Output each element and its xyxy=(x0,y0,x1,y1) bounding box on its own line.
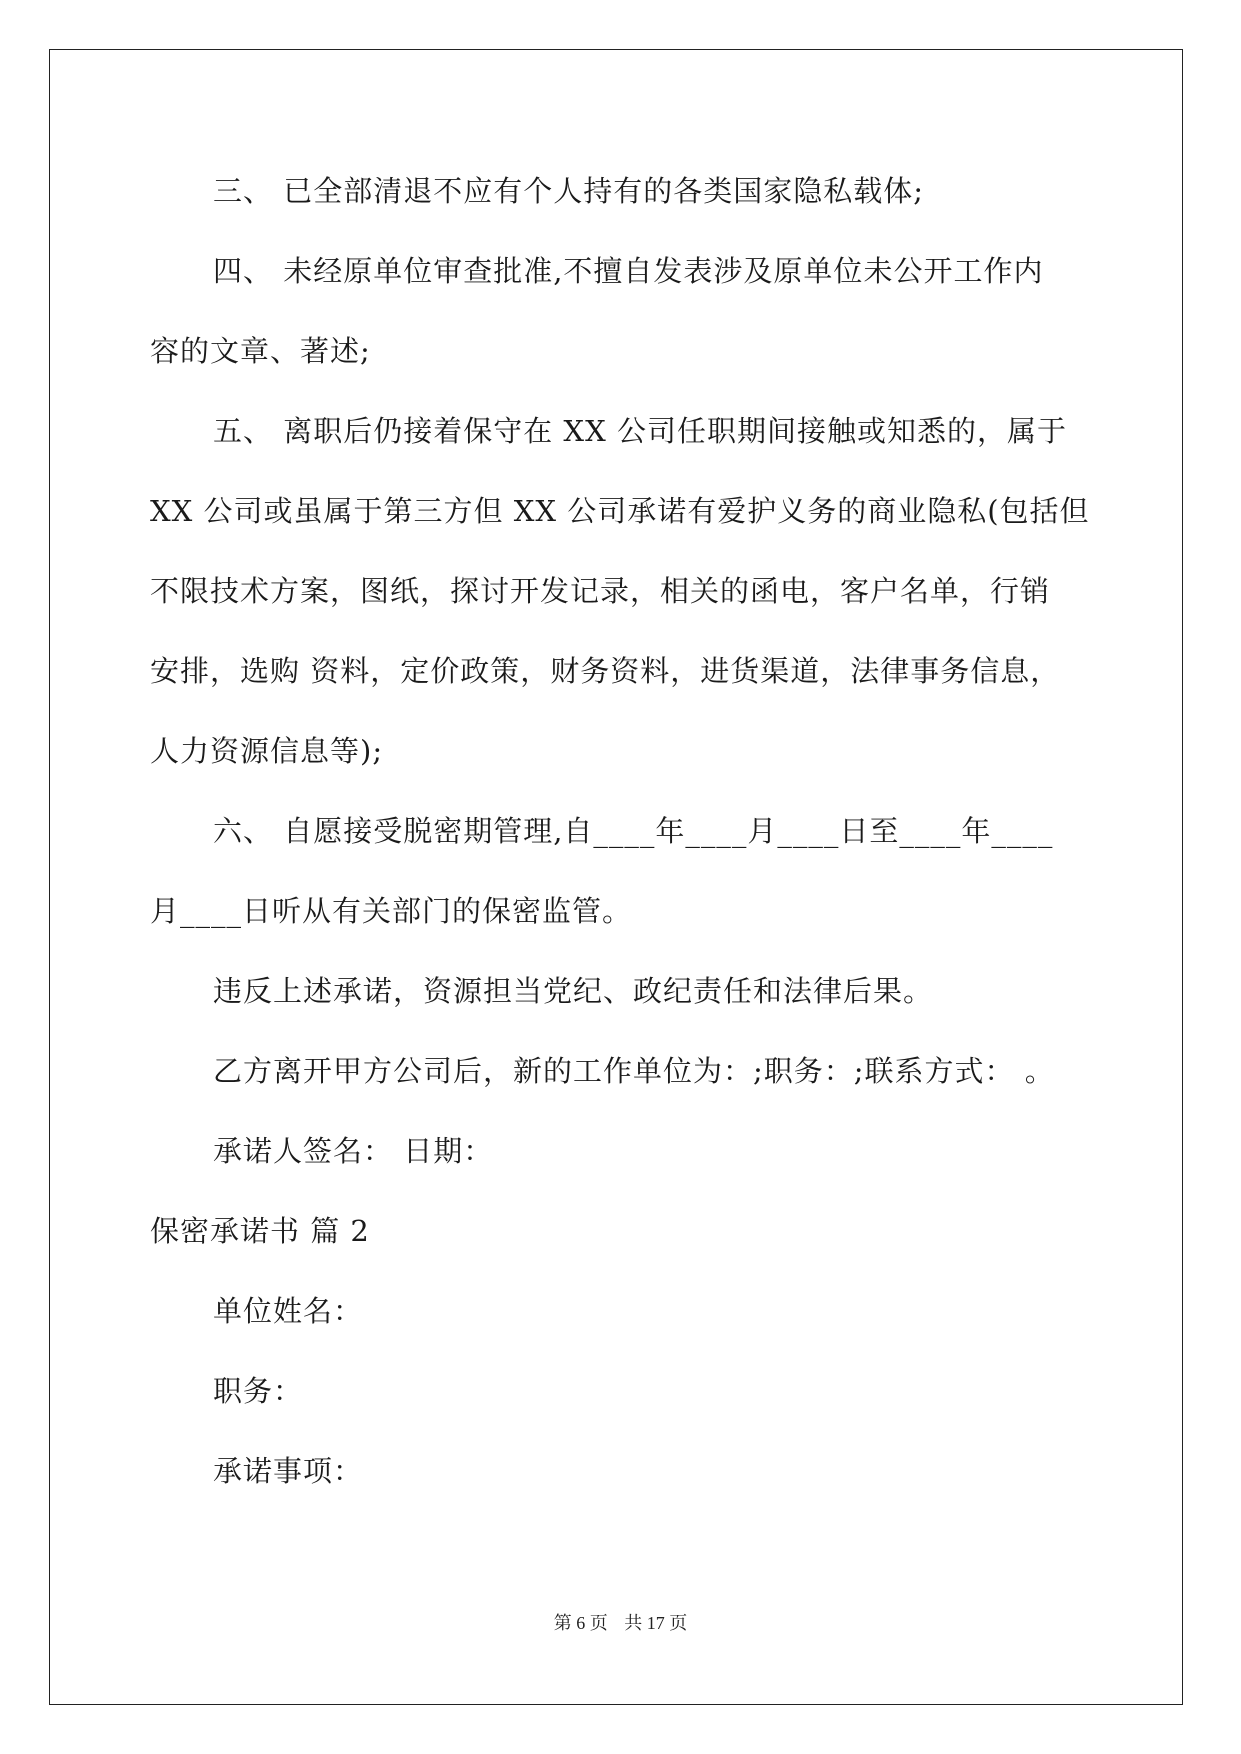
clause-5-line-1: 五、 离职后仍接着保守在 XX 公司任职期间接触或知悉的，属于 xyxy=(213,414,1067,448)
page-current: 第 6 页 xyxy=(553,1613,608,1633)
clause-5-line-2: XX 公司或虽属于第三方但 XX 公司承诺有爱护义务的商业隐私(包括但 xyxy=(150,494,1090,528)
violation-statement: 违反上述承诺，资源担当党纪、政纪责任和法律后果。 xyxy=(213,974,934,1008)
new-employment-info: 乙方离开甲方公司后，新的工作单位为：;职务：;联系方式： 。 xyxy=(213,1054,1055,1088)
page-footer xyxy=(0,1612,1241,1634)
unit-name-field: 单位姓名： xyxy=(213,1294,364,1328)
clause-5-line-3: 不限技术方案，图纸，探讨开发记录，相关的函电，客户名单，行销 xyxy=(150,574,1051,608)
clause-3: 三、 已全部清退不应有个人持有的各类国家隐私载体; xyxy=(213,174,924,208)
clause-4-line-2: 容的文章、著述; xyxy=(150,334,371,368)
clause-4-line-1: 四、 未经原单位审查批准,不擅自发表涉及原单位未公开工作内 xyxy=(213,254,1044,288)
clause-5-line-4: 安排，选购 资料，定价政策，财务资料，进货渠道，法律事务信息， xyxy=(150,654,1061,688)
page-total: 共 17 页 xyxy=(624,1613,688,1633)
signature-date-line: 承诺人签名： 日期： xyxy=(213,1134,494,1168)
section-title: 保密承诺书 篇 2 xyxy=(150,1214,370,1248)
position-field: 职务： xyxy=(213,1374,304,1408)
clause-5-line-5: 人力资源信息等); xyxy=(150,734,384,768)
commitment-items-field: 承诺事项： xyxy=(213,1454,364,1488)
clause-6-line-1: 六、 自愿接受脱密期管理,自____年____月____日至____年____ xyxy=(213,814,1054,848)
clause-6-line-2: 月____日听从有关部门的保密监管。 xyxy=(150,894,633,928)
